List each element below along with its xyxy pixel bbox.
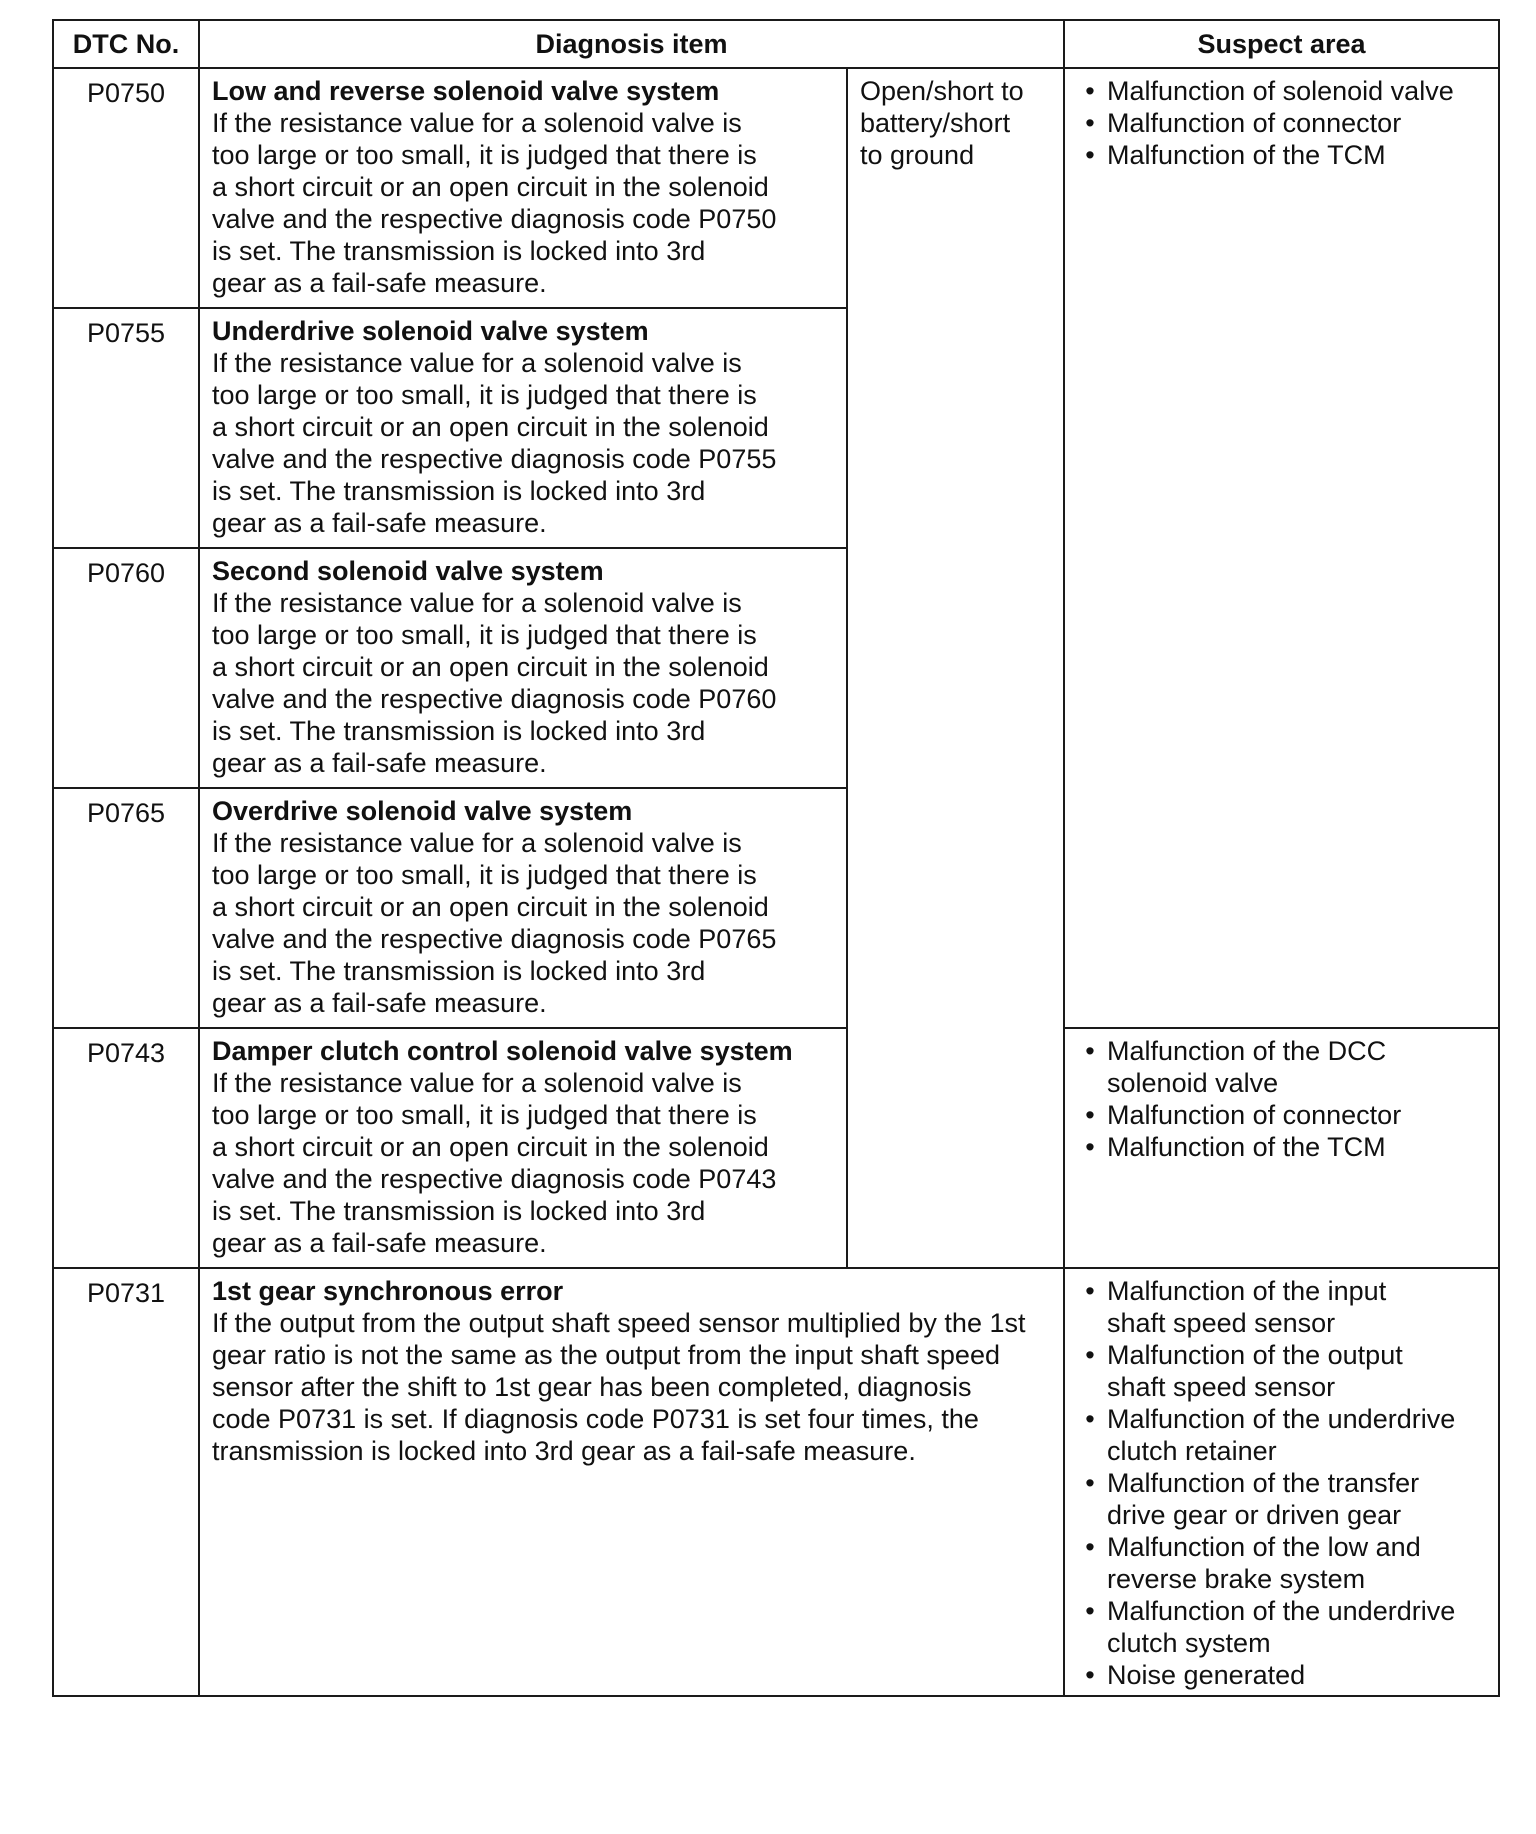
diagnosis-title: Second solenoid valve system bbox=[212, 556, 604, 586]
diagnosis-item bbox=[199, 548, 847, 788]
header-suspect-area: Suspect area bbox=[1064, 20, 1499, 68]
bullet-icon: • bbox=[1085, 1036, 1095, 1066]
suspect-item: • Malfunction of the transfer drive gear or driven gear bbox=[1071, 1467, 1492, 1531]
header-row bbox=[53, 20, 1499, 68]
suspect-item: • Noise generated bbox=[1071, 1659, 1492, 1691]
suspect-item: • Malfunction of connector bbox=[1071, 107, 1492, 139]
suspect-item: • Malfunction of the input shaft speed sensor bbox=[1071, 1275, 1492, 1339]
suspect-list bbox=[1071, 75, 1492, 171]
header-dtc-no: DTC No. bbox=[53, 20, 199, 68]
table-row bbox=[53, 68, 1499, 308]
condition-cell bbox=[847, 68, 1064, 1268]
dtc-code: P0743 bbox=[53, 1028, 199, 1268]
diagnosis-item bbox=[199, 68, 847, 308]
diagnosis-description: If the output from the output shaft speed sensor multiplied by the 1st gear ratio is not the same as the output from the input shaft speed sensor after the shift to 1st gear has been completed, diagnosis code P0731 is set. If diagnosis code P0731 is set four times, the transmission is locked into 3rd gear as a fail-safe measure. bbox=[212, 1308, 1026, 1466]
bullet-icon: • bbox=[1085, 76, 1095, 106]
bullet-icon: • bbox=[1085, 1100, 1095, 1130]
bullet-icon: • bbox=[1085, 1340, 1095, 1370]
bullet-icon: • bbox=[1085, 1660, 1095, 1690]
diagnosis-item bbox=[199, 788, 847, 1028]
diagnosis-item bbox=[199, 308, 847, 548]
bullet-icon: • bbox=[1085, 1404, 1095, 1434]
suspect-list bbox=[1071, 1035, 1492, 1163]
dtc-code: P0731 bbox=[53, 1268, 199, 1696]
diagnosis-description: If the resistance value for a solenoid valve is too large or too small, it is judged that there is a short circuit or an open circuit in the solenoid valve and the respective diagnosis code P0750 is set. The transmission is locked into 3rd gear as a fail-safe measure. bbox=[212, 108, 777, 298]
dtc-code: P0760 bbox=[53, 548, 199, 788]
diagnosis-item bbox=[199, 1268, 1064, 1696]
bullet-icon: • bbox=[1085, 1468, 1095, 1498]
diagnosis-title: Damper clutch control solenoid valve system bbox=[212, 1036, 793, 1066]
suspect-item: • Malfunction of the underdrive clutch system bbox=[1071, 1595, 1492, 1659]
bullet-icon: • bbox=[1085, 1596, 1095, 1626]
suspect-item: • Malfunction of the TCM bbox=[1071, 1131, 1492, 1163]
suspect-item: • Malfunction of connector bbox=[1071, 1099, 1492, 1131]
suspect-area-cell bbox=[1064, 1268, 1499, 1696]
suspect-item: • Malfunction of solenoid valve bbox=[1071, 75, 1492, 107]
suspect-area-cell bbox=[1064, 68, 1499, 1028]
suspect-area-cell bbox=[1064, 1028, 1499, 1268]
suspect-list bbox=[1071, 1275, 1492, 1691]
suspect-item: • Malfunction of the low and reverse brake system bbox=[1071, 1531, 1492, 1595]
bullet-icon: • bbox=[1085, 108, 1095, 138]
diagnosis-description: If the resistance value for a solenoid valve is too large or too small, it is judged that there is a short circuit or an open circuit in the solenoid valve and the respective diagnosis code P0755 is set. The transmission is locked into 3rd gear as a fail-safe measure. bbox=[212, 348, 777, 538]
suspect-item: • Malfunction of the output shaft speed sensor bbox=[1071, 1339, 1492, 1403]
diagnosis-description: If the resistance value for a solenoid valve is too large or too small, it is judged that there is a short circuit or an open circuit in the solenoid valve and the respective diagnosis code P0760 is set. The transmission is locked into 3rd gear as a fail-safe measure. bbox=[212, 588, 777, 778]
bullet-icon: • bbox=[1085, 1132, 1095, 1162]
diagnosis-item bbox=[199, 1028, 847, 1268]
diagnosis-description: If the resistance value for a solenoid valve is too large or too small, it is judged that there is a short circuit or an open circuit in the solenoid valve and the respective diagnosis code P0765 is set. The transmission is locked into 3rd gear as a fail-safe measure. bbox=[212, 828, 777, 1018]
bullet-icon: • bbox=[1085, 140, 1095, 170]
dtc-code: P0755 bbox=[53, 308, 199, 548]
diagnosis-title: Overdrive solenoid valve system bbox=[212, 796, 633, 826]
dtc-code: P0765 bbox=[53, 788, 199, 1028]
diagnosis-table bbox=[52, 19, 1500, 1697]
header-diagnosis-item: Diagnosis item bbox=[199, 20, 1064, 68]
suspect-item: • Malfunction of the DCC solenoid valve bbox=[1071, 1035, 1492, 1099]
condition-text: Open/short to battery/short to ground bbox=[860, 76, 1024, 170]
suspect-item: • Malfunction of the TCM bbox=[1071, 139, 1492, 171]
diagnosis-title: Underdrive solenoid valve system bbox=[212, 316, 649, 346]
table-row bbox=[53, 1268, 1499, 1696]
diagnosis-title: 1st gear synchronous error bbox=[212, 1276, 564, 1306]
diagnosis-description: If the resistance value for a solenoid valve is too large or too small, it is judged that there is a short circuit or an open circuit in the solenoid valve and the respective diagnosis code P0743 is set. The transmission is locked into 3rd gear as a fail-safe measure. bbox=[212, 1068, 777, 1258]
table-row bbox=[53, 1028, 1499, 1268]
dtc-code: P0750 bbox=[53, 68, 199, 308]
bullet-icon: • bbox=[1085, 1532, 1095, 1562]
bullet-icon: • bbox=[1085, 1276, 1095, 1306]
diagnosis-title: Low and reverse solenoid valve system bbox=[212, 76, 720, 106]
suspect-item: • Malfunction of the underdrive clutch retainer bbox=[1071, 1403, 1492, 1467]
